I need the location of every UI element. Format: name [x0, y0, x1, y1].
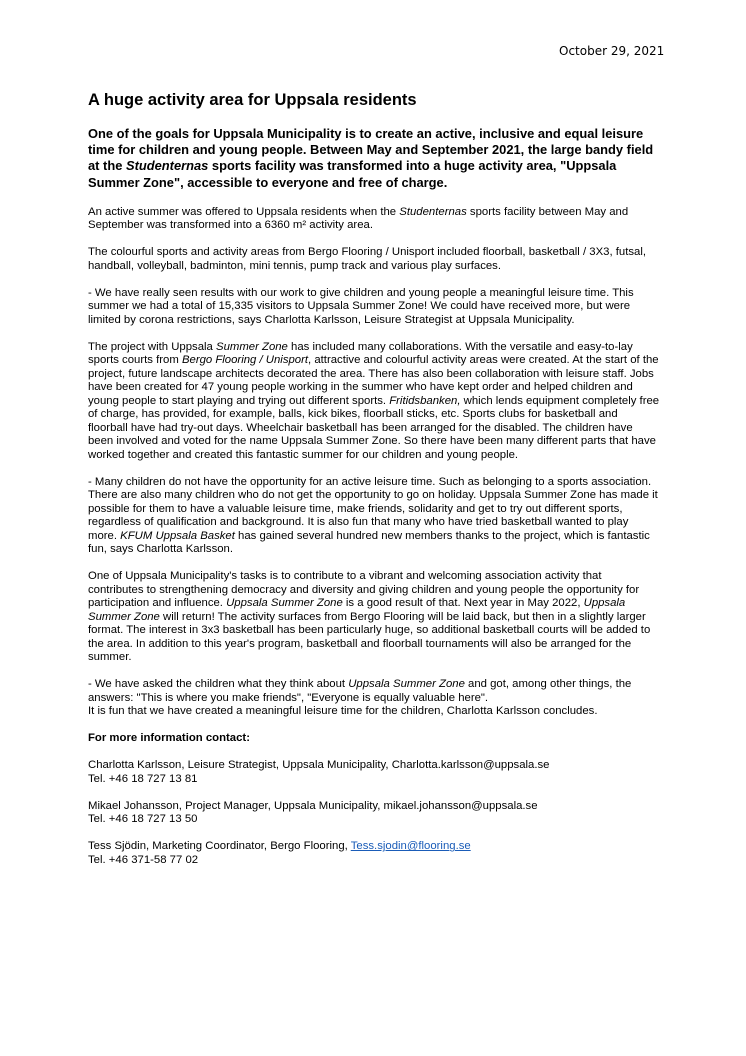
paragraph-8: It is fun that we have created a meaningful leisure time for the children, Charlotta Karlsson concludes. [88, 705, 598, 718]
p1-text: An active summer was offered to Uppsala residents when the [88, 205, 400, 218]
paragraph-5 [88, 476, 660, 557]
p6-text-3: will return! The activity surfaces from Bergo Flooring will be laid back, but then in a slightly larger format. The interest in 3x3 basketball has been particularly huge, so additional basketball courts will be added to the area. In addition to this year's program, basketball and floorball tournaments will also be arranged for the summer. [88, 610, 651, 664]
p4-italic-fritidsbanken: Fritidsbanken, [389, 394, 461, 407]
document-title: A huge activity area for Uppsala residents [88, 91, 417, 109]
p4-text-2: has included many collaborations. With the versatile and easy-to-lay sports courts from [88, 340, 633, 367]
p4-italic-summer-zone: Summer Zone [216, 340, 288, 353]
p5-text-end: has gained several hundred new members thanks to the project, which is fantastic fun, says Charlotta Karlsson. [88, 529, 650, 556]
p4-text-4: which lends equipment completely free of charge, has provided, for example, balls, kick bikes, floorball sticks, etc. Sports clubs for basketball and floorball have had try-out days. Wheelchair basketball has been arranged for the disabled. The children have been involved and voted for the name Uppsala Summer Zone. So there have been many different parts that have worked together and created this fantastic summer for our children and young people. [88, 394, 660, 461]
contact-2-details: Mikael Johansson, Project Manager, Uppsala Municipality, mikael.johansson@uppsala.se [88, 799, 538, 812]
contact-2-phone: Tel. +46 18 727 13 50 [88, 813, 198, 826]
p6-text: One of Uppsala Municipality's tasks is to contribute to a vibrant and welcoming association activity that contributes to strengthening democracy and diversity and giving children and young people the opportunity for participation and influence. [88, 570, 640, 610]
p4-italic-bergo: Bergo Flooring / Unisport [181, 354, 309, 367]
paragraph-3: - We have really seen results with our work to give children and young people a meaningful leisure time. This summer we had a total of 15,335 visitors to Uppsala Summer Zone! We could have received more, but were limited by corona restrictions, says Charlotta Karlsson, Leisure Strategist at Uppsala Municipality. [88, 286, 634, 326]
p5-text: - Many children do not have the opportunity for an active leisure time. Such as belonging to a sports association. There are also many children who do not get the opportunity to go on holiday. Uppsala Summer Zone has made it possible for them to have a valuable leisure time, make friends, solidarity and get to try out different sports, regardless of qualification and background. It is also fun that many who have tried basketball wanted to play more. [88, 475, 658, 542]
paragraph-4 [88, 341, 660, 463]
p6-text-2: is a good result of that. Next year in May 2022, [342, 597, 584, 610]
contact-1-details: Charlotta Karlsson, Leisure Strategist, Uppsala Municipality, Charlotta.karlsson@uppsala.se [88, 759, 550, 772]
paragraph-7 [88, 678, 660, 705]
p5-italic-kfum: KFUM Uppsala Basket [120, 529, 235, 542]
document-body [88, 90, 660, 881]
document-date: October 29, 2021 [559, 44, 665, 58]
lead-text-end: sports facility was transformed into a huge activity area, "Uppsala Summer Zone", accessible to everyone and free of charge. [88, 158, 617, 190]
paragraph-1 [88, 206, 660, 233]
lead-paragraph [88, 126, 660, 191]
p7-text-end: and got, among other things, the answers: "This is where you make friends", "Everyone is equally valuable here". [88, 678, 632, 704]
p7-text: - We have asked the children what they think about [88, 678, 349, 691]
paragraph-6 [88, 570, 660, 665]
contact-block-2 [88, 800, 660, 827]
p4-text-3: , attractive and colourful activity areas were created. At the start of the project, future landscape architects decorated the area. There has also been collaboration with leisure staff. Jobs have been created for 47 young people working in the summer who have kept order and helped children and young people to start playing and trying out different sports. [88, 354, 659, 407]
p6-italic-1: Uppsala Summer Zone [226, 597, 343, 610]
contact-block-1 [88, 759, 660, 786]
contact-block-3 [88, 840, 660, 867]
p1-italic: Studenternas [399, 205, 467, 218]
p7-italic: Uppsala Summer Zone [348, 678, 465, 691]
contact-heading: For more information contact: [88, 732, 250, 745]
contact-1-phone: Tel. +46 18 727 13 81 [88, 772, 198, 785]
lead-italic-studenternas: Studenternas [125, 158, 209, 174]
p6-italic-2: Uppsala Summer Zone [88, 597, 626, 623]
paragraph-2: The colourful sports and activity areas from Bergo Flooring / Unisport included floorball, basketball / 3X3, futsal, handball, volleyball, badminton, mini tennis, pump track and various play surfaces. [88, 246, 647, 272]
contact-3-phone: Tel. +46 371-58 77 02 [88, 853, 199, 866]
contact-3-email-link[interactable]: Tess.sjodin@flooring.se [350, 840, 471, 853]
p1-text-end: sports facility between May and September was transformed into a 6360 m² activity area. [88, 205, 629, 232]
p4-text: The project with Uppsala [88, 340, 216, 353]
contact-3-name: Tess Sjödin, Marketing Coordinator, Bergo Flooring, [88, 840, 351, 853]
lead-text: One of the goals for Uppsala Municipality is to create an active, inclusive and equal leisure time for children and young people. Between May and September 2021, the large bandy field at the [88, 126, 654, 174]
contact-3-details [88, 840, 660, 854]
